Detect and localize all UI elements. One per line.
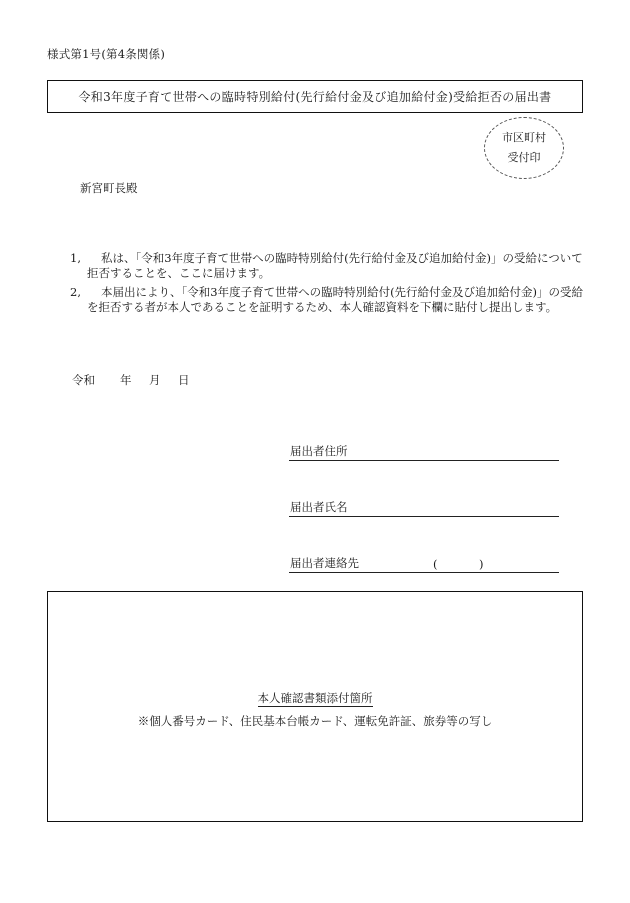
form-number: 様式第1号(第4条関係) xyxy=(47,47,166,61)
date-era: 令和 xyxy=(72,373,95,387)
attachment-note: ※個人番号カード、住民基本台帳カード、運転免許証、旅券等の写し xyxy=(137,714,493,728)
address-label: 届出者住所 xyxy=(290,444,348,458)
stamp-line-1: 市区町村 xyxy=(502,131,546,144)
name-field[interactable] xyxy=(289,500,559,517)
clause-number: 1, xyxy=(70,251,81,265)
id-document-attachment-area[interactable] xyxy=(47,591,583,822)
clause-text: 本届出により、「令和3年度子育て世帯への臨時特別給付(先行給付金及び追加給付金)」の受給を拒否する者が本人であることを証明するため、本人確認資料を下欄に貼付し提出します。 xyxy=(87,285,584,314)
clause-2 xyxy=(70,285,600,317)
address-field[interactable] xyxy=(289,444,559,461)
reception-stamp-area xyxy=(484,117,564,179)
document-title: 令和3年度子育て世帯への臨時特別給付(先行給付金及び追加給付金)受給拒否の届出書 xyxy=(78,90,552,104)
date-day-label: 日 xyxy=(178,373,190,387)
attachment-title-row xyxy=(48,690,582,706)
addressee: 新宮町長殿 xyxy=(80,181,138,195)
stamp-line-2: 受付印 xyxy=(507,151,541,164)
date-line xyxy=(72,372,190,388)
date-year-label: 年 xyxy=(120,373,132,387)
clause-number: 2, xyxy=(70,285,81,299)
contact-label: 届出者連絡先 xyxy=(290,556,359,570)
date-month-label: 月 xyxy=(149,373,161,387)
document-title-box xyxy=(47,80,583,113)
contact-paren-open: ( xyxy=(433,557,438,571)
clause-1 xyxy=(70,251,600,283)
name-label: 届出者氏名 xyxy=(290,500,348,514)
contact-paren-close: ) xyxy=(479,557,484,571)
contact-field[interactable] xyxy=(289,556,559,573)
attachment-title: 本人確認書類添付箇所 xyxy=(257,691,373,705)
clause-text: 私は、「令和3年度子育て世帯への臨時特別給付(先行給付金及び追加給付金)」の受給について拒否することを、ここに届けます。 xyxy=(87,251,583,280)
